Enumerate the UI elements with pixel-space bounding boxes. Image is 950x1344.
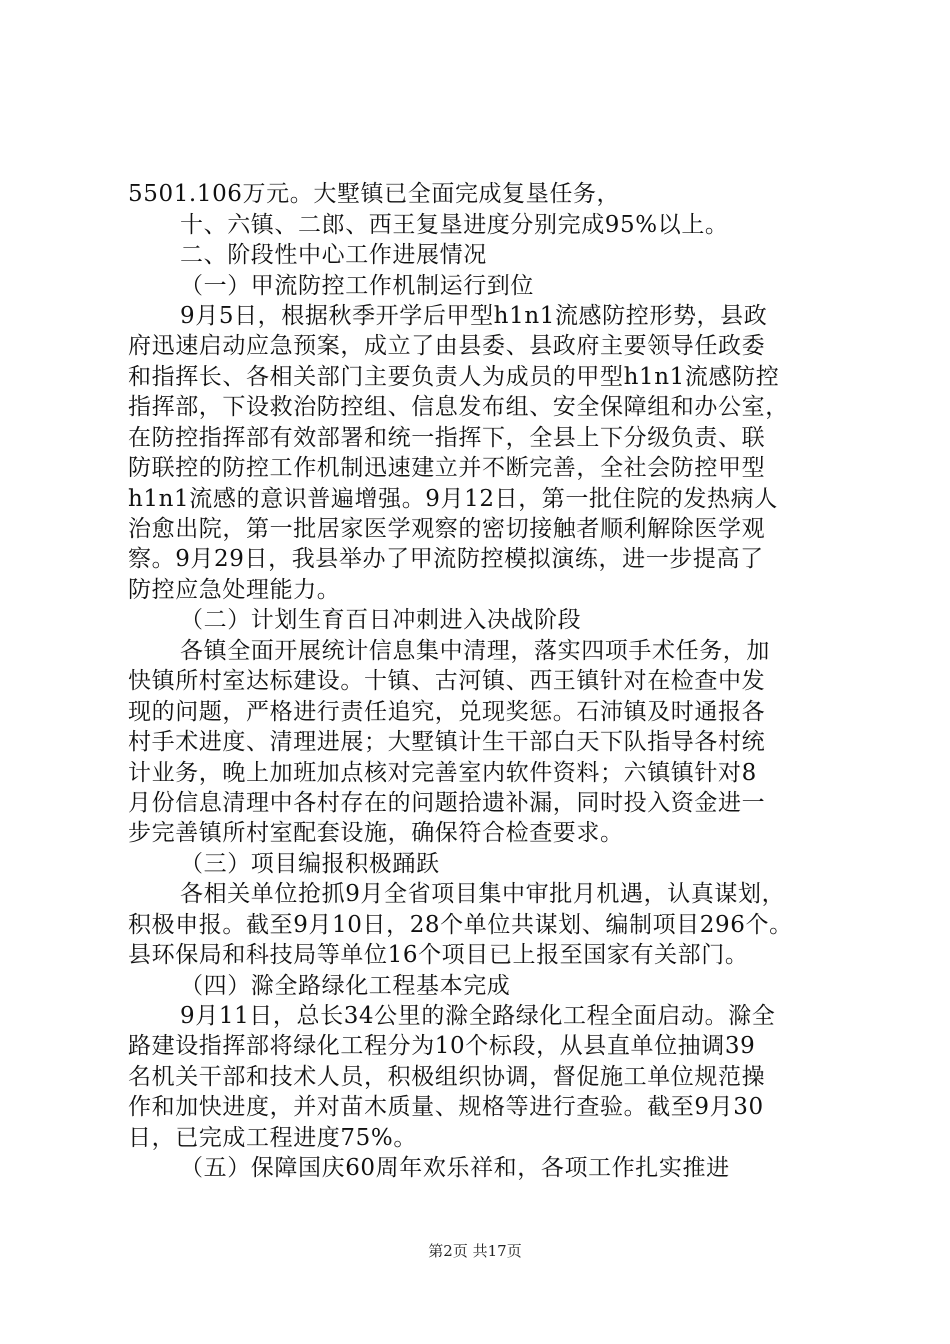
body-line-25: 积极申报。截至9月10日，28个单位共谋划、编制项目296个。 — [128, 912, 793, 938]
body-line-1: 5501.106万元。大墅镇已全面完成复垦任务， — [128, 181, 621, 207]
body-line-9: 在防控指挥部有效部署和统一指挥下，全县上下分级负责、联 — [128, 425, 766, 451]
body-line-22: 步完善镇所村室配套设施，确保符合检查要求。 — [128, 820, 624, 846]
body-line-18: 现的问题，严格进行责任追究，兑现奖惩。石沛镇及时通报各 — [128, 699, 766, 725]
body-line-10: 防联控的防控工作机制迅速建立并不断完善，全社会防控甲型 — [128, 455, 766, 481]
body-line-14: 防控应急处理能力。 — [128, 577, 341, 603]
body-line-13: 察。9月29日，我县举办了甲流防控模拟演练，进一步提高了 — [128, 546, 764, 572]
section-heading-2: 二、阶段性中心工作进展情况 — [180, 242, 487, 268]
body-line-30: 名机关干部和技术人员，积极组织协调，督促施工单位规范操 — [128, 1064, 766, 1090]
body-line-19: 村手术进度、清理进展；大墅镇计生干部白天下队指导各村统 — [128, 729, 766, 755]
subsection-heading-4: （四）滁全路绿化工程基本完成 — [180, 973, 511, 999]
body-line-2: 十、六镇、二郎、西王复垦进度分别完成95%以上。 — [180, 212, 729, 238]
body-line-12: 治愈出院，第一批居家医学观察的密切接触者顺利解除医学观 — [128, 516, 766, 542]
body-line-5: 9月5日，根据秋季开学后甲型h1n1流感防控形势，县政 — [180, 303, 768, 329]
body-line-7: 和指挥长、各相关部门主要负责人为成员的甲型h1n1流感防控 — [128, 364, 780, 390]
body-line-31: 作和加快进度，并对苗木质量、规格等进行查验。截至9月30 — [128, 1094, 764, 1120]
body-line-24: 各相关单位抢抓9月全省项目集中审批月机遇，认真谋划， — [180, 881, 786, 907]
subsection-heading-5: （五）保障国庆60周年欢乐祥和，各项工作扎实推进 — [180, 1155, 730, 1181]
subsection-heading-1: （一）甲流防控工作机制运行到位 — [180, 273, 534, 299]
body-line-8: 指挥部，下设救治防控组、信息发布组、安全保障组和办公室， — [128, 394, 789, 420]
body-line-21: 月份信息清理中各村存在的问题拾遗补漏，同时投入资金进一 — [128, 790, 766, 816]
page-number: 第2页 共17页 — [428, 1242, 522, 1260]
body-line-26: 县环保局和科技局等单位16个项目已上报至国家有关部门。 — [128, 942, 749, 968]
body-line-16: 各镇全面开展统计信息集中清理，落实四项手术任务，加 — [180, 638, 770, 664]
body-line-32: 日，已完成工程进度75%。 — [128, 1125, 417, 1151]
subsection-heading-2: （二）计划生育百日冲刺进入决战阶段 — [180, 607, 582, 633]
body-line-6: 府迅速启动应急预案，成立了由县委、县政府主要领导任政委 — [128, 333, 766, 359]
body-line-29: 路建设指挥部将绿化工程分为10个标段，从县直单位抽调39 — [128, 1033, 756, 1059]
body-line-28: 9月11日，总长34公里的滁全路绿化工程全面启动。滁全 — [180, 1003, 776, 1029]
subsection-heading-3: （三）项目编报积极踊跃 — [180, 851, 440, 877]
body-line-20: 计业务，晚上加班加点核对完善室内软件资料；六镇镇针对8 — [128, 760, 757, 786]
body-line-17: 快镇所村室达标建设。十镇、古河镇、西王镇针对在检查中发 — [128, 668, 766, 694]
body-line-11: h1n1流感的意识普遍增强。9月12日，第一批住院的发热病人 — [128, 486, 778, 512]
